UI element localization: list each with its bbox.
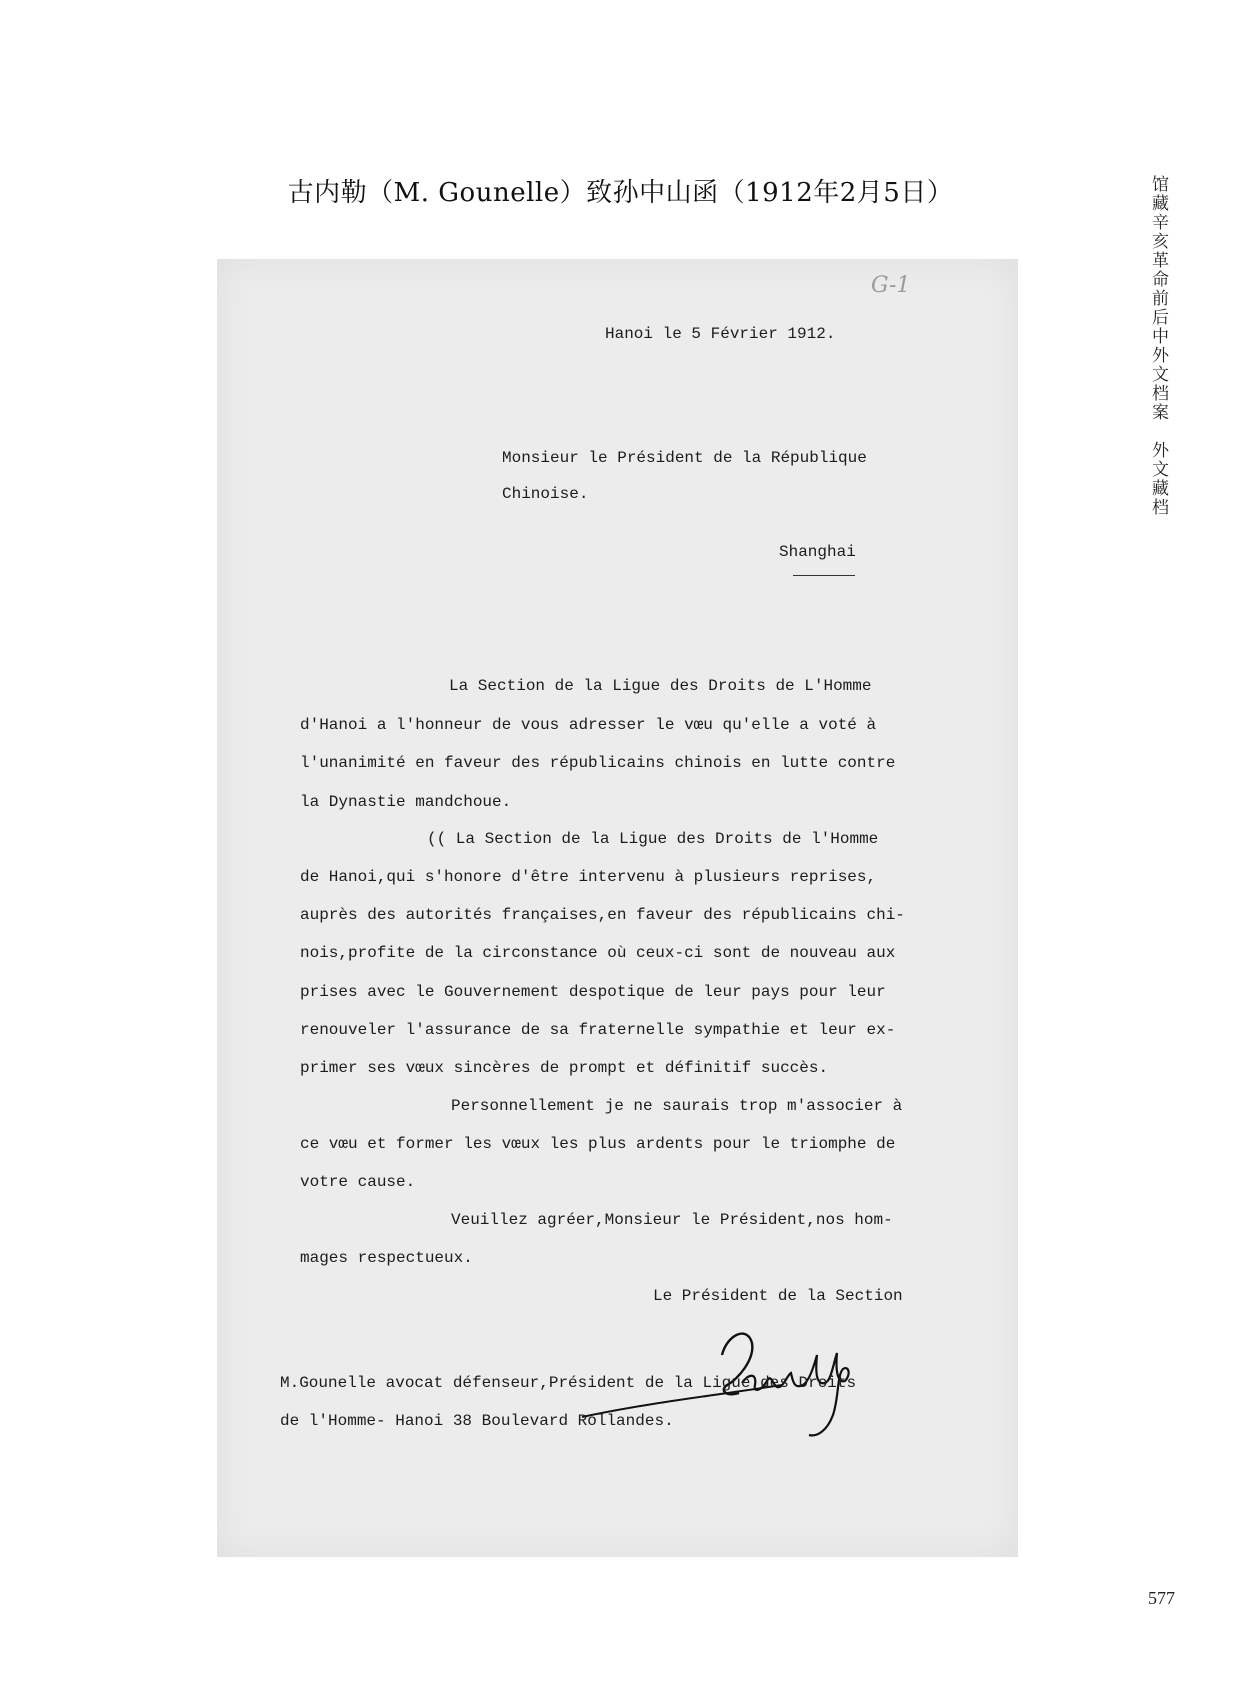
footer-line-1: M.Gounelle avocat défenseur,Président de la Ligue des Droits [280, 1374, 857, 1392]
body-line: mages respectueux. [300, 1249, 473, 1267]
body-line: de Hanoi,qui s'honore d'être intervenu à plusieurs reprises, [300, 868, 877, 886]
body-line: primer ses vœux sincères de prompt et définitif succès. [300, 1059, 829, 1077]
letter-scan [217, 259, 1018, 1557]
body-line: renouveler l'assurance de sa fraternelle sympathie et leur ex- [300, 1021, 896, 1039]
body-line: la Dynastie mandchoue. [300, 793, 512, 811]
body-line: (( La Section de la Ligue des Droits de l'Homme [427, 830, 879, 848]
body-line: La Section de la Ligue des Droits de L'Homme [449, 677, 872, 695]
body-line: auprès des autorités françaises,en faveur des républicains chi- [300, 906, 905, 924]
body-line: l'unanimité en faveur des républicains chinois en lutte contre [300, 754, 896, 772]
addressee-city: Shanghai [779, 543, 856, 561]
city-underline [793, 575, 855, 576]
footer-line-2: de l'Homme- Hanoi 38 Boulevard Rollandes. [280, 1412, 674, 1430]
page-number: 577 [1148, 1588, 1175, 1608]
body-line: nois,profite de la circonstance où ceux-ci sont de nouveau aux [300, 944, 896, 962]
closing-title: Le Président de la Section [653, 1287, 903, 1305]
body-line: d'Hanoi a l'honneur de vous adresser le vœu qu'elle a voté à [300, 716, 877, 734]
addressee-line-1: Monsieur le Président de la République [502, 449, 867, 467]
running-header: 馆藏辛亥革命前后中外文档案 外文藏档 [1148, 175, 1168, 517]
page-title: 古内勒（M. Gounelle）致孙中山函（1912年2月5日） [287, 178, 954, 208]
archive-mark: G-1 [871, 273, 911, 298]
body-line: prises avec le Gouvernement despotique de leur pays pour leur [300, 983, 886, 1001]
body-line: Personnellement je ne saurais trop m'associer à [451, 1097, 903, 1115]
letter-date: Hanoi le 5 Février 1912. [605, 325, 836, 343]
addressee-line-2: Chinoise. [502, 485, 589, 503]
body-line: Veuillez agréer,Monsieur le Président,nos hom- [451, 1211, 893, 1229]
body-line: ce vœu et former les vœux les plus ardents pour le triomphe de [300, 1135, 896, 1153]
body-line: votre cause. [300, 1173, 416, 1191]
